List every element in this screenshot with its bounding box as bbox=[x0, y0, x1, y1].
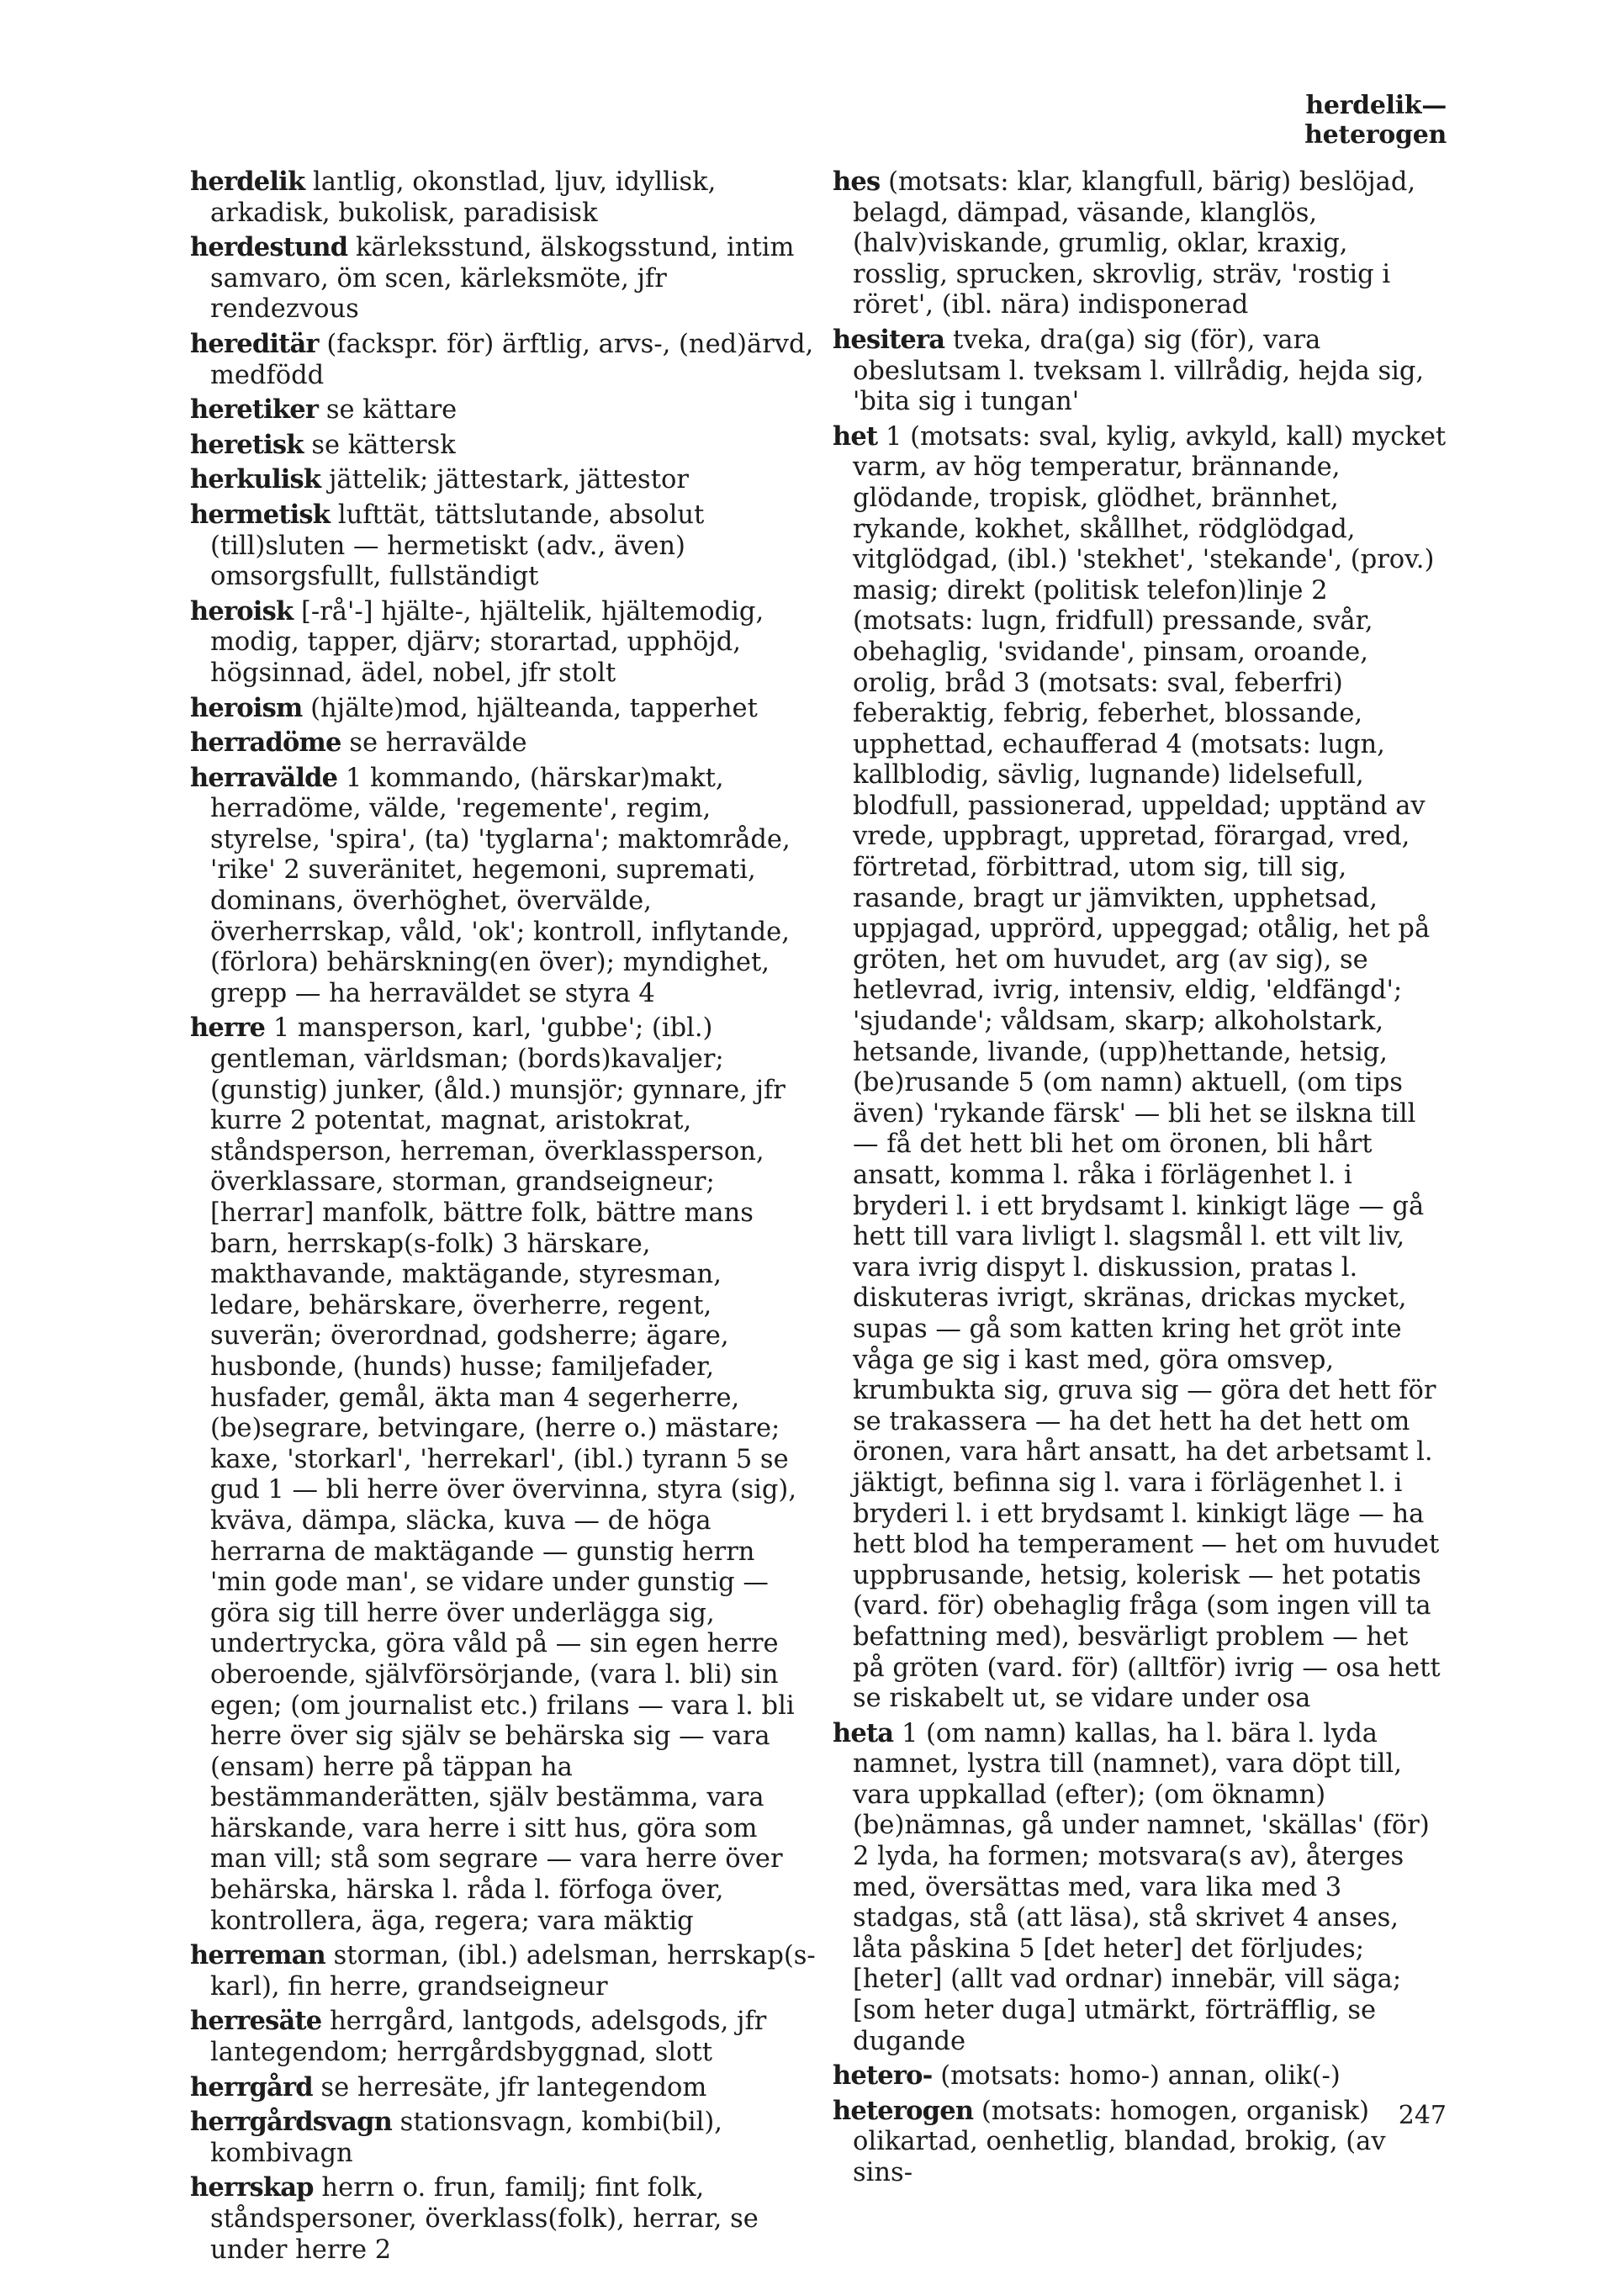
dictionary-entry bbox=[190, 1013, 816, 1937]
entry-headword: heroism bbox=[190, 692, 303, 723]
entry-headword: herkulisk bbox=[190, 464, 321, 495]
entry-headword: herre bbox=[190, 1013, 266, 1044]
entry-headword: heroisk bbox=[190, 595, 294, 627]
entry-headword: heterogen bbox=[833, 2095, 974, 2126]
entry-definition: se kättersk bbox=[311, 430, 456, 460]
entry-definition: kärleksstund, älskogsstund, intim samvaro, öm scen, kärleksmöte, jfr rendezvous bbox=[210, 233, 795, 325]
entry-definition: se herresäte, jfr lantegendom bbox=[320, 2072, 707, 2102]
entry-headword: herrskap bbox=[190, 2172, 314, 2203]
entry-definition: (fackspr. för) ärftlig, arvs-, (ned)ärvd, medfödd bbox=[210, 329, 814, 390]
entry-definition: (motsats: homogen, organisk) olikartad, oenhetlig, blandad, brokig, (av sins- bbox=[853, 2096, 1386, 2187]
entry-definition: lufttät, tättslutande, absolut (till)sluten — hermetiskt (adv., även) omsorgsfullt, fullständigt bbox=[210, 500, 705, 592]
dictionary-entry bbox=[190, 763, 816, 1010]
dictionary-entry bbox=[190, 500, 816, 593]
dictionary-entry bbox=[833, 421, 1447, 1715]
entry-definition: storman, (ibl.) adelsman, herrskap(s-karl), fin herre, grandseigneur bbox=[210, 1941, 816, 2002]
entry-headword: herreman bbox=[190, 1940, 325, 1971]
entry-headword: hereditär bbox=[190, 328, 319, 359]
entry-definition: herrgård, lantgods, adelsgods, jfr lantegendom; herrgårdsbyggnad, slott bbox=[210, 2007, 767, 2068]
entry-headword: heretiker bbox=[190, 394, 319, 426]
entry-headword: herradöme bbox=[190, 727, 341, 759]
dictionary-entry bbox=[190, 232, 816, 325]
dictionary-entry bbox=[190, 1940, 816, 2002]
entry-headword: herrgårdsvagn bbox=[190, 2107, 392, 2138]
entry-definition: 1 (om namn) kallas, ha l. bära l. lyda namnet, lystra till (namnet), vara döpt till, vara uppkallad (efter); (om öknamn) (be)nämnas, gå under namnet, 'skällas' (för) 2 lyda, ha formen; motsvara(s av), återges med, översättas med, vara lika med 3 stadgas, stå (att läsa), stå skrivet 4 anses, låta påskina 5 [det heter] det förljudes; [heter] (allt vad ordnar) innebär, vill säga; [som heter duga] utmärkt, förträfflig, se dugande bbox=[853, 1718, 1430, 2056]
dictionary-entry bbox=[190, 464, 816, 496]
entry-definition: lantlig, okonstlad, ljuv, idyllisk, arkadisk, bukolisk, paradisisk bbox=[210, 167, 717, 228]
entry-headword: hermetisk bbox=[190, 499, 331, 530]
dictionary-entry bbox=[833, 325, 1447, 418]
dictionary-entry bbox=[833, 2060, 1447, 2092]
entry-headword: het bbox=[833, 420, 878, 452]
dictionary-entry bbox=[190, 596, 816, 690]
entry-definition: tveka, dra(ga) sig (för), vara obeslutsam l. tveksam l. villrådig, hejda sig, 'bita sig i tungan' bbox=[853, 325, 1425, 417]
dictionary-entry bbox=[190, 2006, 816, 2068]
entry-definition: 1 kommando, (härskar)makt, herradöme, välde, 'regemente', regim, styrelse, 'spira', (ta) 'tyglarna'; maktområde, 'rike' 2 suveränitet, hegemoni, suprematі, dominans, överhöghet, övervälde, överherrskap, våld, 'ok'; kontroll, inflytande, (förlora) behärskning(en över); myndighet, grepp — ha herraväldet se styra 4 bbox=[210, 763, 791, 1008]
entry-headword: hes bbox=[833, 167, 881, 197]
dictionary-entry bbox=[190, 693, 816, 725]
dictionary-entry bbox=[190, 2072, 816, 2104]
page-header: herdelik—heterogen bbox=[1304, 91, 1447, 150]
entry-headword: heretisk bbox=[190, 429, 304, 460]
entry-headword: herrgård bbox=[190, 2071, 313, 2102]
entry-headword: heta bbox=[833, 1717, 894, 1748]
dictionary-entry bbox=[190, 394, 816, 426]
entry-definition: (hjälte)mod, hjälteanda, tapperhet bbox=[310, 693, 758, 723]
entry-headword: herdestund bbox=[190, 232, 348, 263]
dictionary-entry bbox=[190, 430, 816, 462]
dictionary-entry bbox=[833, 167, 1447, 321]
entry-headword: hesitera bbox=[833, 324, 945, 355]
dictionary-entry bbox=[190, 2107, 816, 2169]
page-number: 247 bbox=[1398, 2101, 1447, 2130]
entry-definition: (motsats: homo-) annan, olik(-) bbox=[940, 2061, 1341, 2092]
dictionary-entry bbox=[833, 1718, 1447, 2058]
entry-definition: 1 mansperson, karl, 'gubbe'; (ibl.) gentleman, världsman; (bords)kavaljer; (gunstig) junker, (åld.) munsjör; gynnare, jfr kurre 2 potentat, magnat, aristokrat, ståndsperson, herreman, överklassperson, överklassare, storman, grandseigneur; [herrar] manfolk, bättre folk, bättre mans barn, herrskap(s-folk) 3 härskare, makthavande, maktägande, styresman, ledare, behärskare, överherre, regent, suverän; överordnad, godsherre; ägare, husbonde, (hunds) husse; familjefader, husfader, gemål, äkta man 4 segerherre, (be)segrare, betvingare, (herre o.) mästare; kaxe, 'storkarl', 'herrekarl', (ibl.) tyrann 5 se gud 1 — bli herre över övervinna, styra (sig), kväva, dämpa, släcka, kuva — de höga herrarna de maktägande — gunstig herrn 'min gode man', se vidare under gunstig — göra sig till herre över underlägga sig, undertrycka, göra våld på — sin egen herre oberoende, självförsörjande, (vara l. bli) sin egen; (om journalist etc.) frilans — vara l. bli herre över sig själv se behärska sig — vara (ensam) herre på täppan ha bestämmanderätten, själv bestämma, vara härskande, vara herre i sitt hus, göra som man vill; stå som segrare — vara herre över behärska, härska l. råda l. förfoga över, kontrollera, äga, regera; vara mäktig bbox=[210, 1013, 797, 1936]
entry-definition: herrn o. frun, familj; fint folk, ståndspersoner, överklass(folk), herrar, se under herre 2 bbox=[210, 2173, 759, 2265]
dictionary-entry bbox=[190, 2172, 816, 2266]
entry-headword: herresäte bbox=[190, 2006, 322, 2037]
entry-headword: herdelik bbox=[190, 167, 305, 197]
left-column bbox=[190, 167, 816, 2269]
entry-definition: se kättare bbox=[325, 395, 458, 426]
entry-headword: hetero- bbox=[833, 2060, 933, 2092]
dictionary-entry bbox=[190, 727, 816, 759]
dictionary-entry bbox=[190, 167, 816, 229]
dictionary-entry bbox=[190, 329, 816, 391]
entry-headword: herravälde bbox=[190, 762, 338, 793]
entry-definition: stationsvagn, kombi(bil), kombivagn bbox=[210, 2108, 722, 2168]
entry-definition: [-rå'-] hjälte-, hjältelik, hjältemodig, modig, tapper, djärv; storartad, upphöjd, högsinnad, ädel, nobel, jfr stolt bbox=[210, 596, 764, 688]
entry-definition: se herravälde bbox=[349, 728, 527, 759]
entry-definition: jättelik; jättestark, jättestor bbox=[328, 465, 689, 495]
entry-definition: 1 (motsats: sval, kylig, avkyld, kall) mycket varm, av hög temperatur, brännande, glödande, tropisk, glödhet, brännhet, rykande, kokhet, skållhet, rödglödgad, vitglödgad, (ibl.) 'stekhet', 'stekande', (prov.) masig; direkt (politisk telefon)linje 2 (motsats: lugn, fridfull) pressande, svår, obehaglig, 'svidande', pinsam, oroande, orolig, bråd 3 (motsats: sval, feberfri) feberaktig, febrig, feberhet, blossande, upphettad, echaufferad 4 (motsats: lugn, kallblodig, sävlig, lugnande) lidelsefull, blodfull, passionerad, uppeldad; upptänd av vrede, uppbragt, uppretad, förargad, vred, förtretad, förbittrad, utom sig, till sig, rasande, bragt ur jämvikten, upphetsad, uppjagad, upprörd, uppeggad; otålig, het på gröten, het om huvudet, arg (av sig), se hetlevrad, ivrig, intensiv, eldig, 'eldfängd'; 'sjudande'; våldsam, skarp; alkoholstark, hetsande, livande, (upp)hettande, hetsig, (be)rusande 5 (om namn) aktuell, (om tips även) 'rykande färsk' — bli het se ilskna till — få det hett bli het om öronen, bli hårt ansatt, komma l. råka i förlägenhet l. i bryderi l. i ett brydsamt l. kinkigt läge — gå hett till vara livligt l. slagsmål l. ett vilt liv, vara ivrig dispyt l. diskussion, pratas l. diskuteras ivrigt, skränas, drickas mycket, supas — gå som katten kring het gröt inte våga ge sig i kast med, göra omsvep, krumbukta sig, gruva sig — göra det hett för se trakassera — ha det hett ha det hett om öronen, vara hårt ansatt, ha det arbetsamt l. jäktigt, befinna sig l. vara i förlägenhet l. i bryderi l. i ett brydsamt l. kinkigt läge — ha hett blod ha temperament — het om huvudet uppbrusande, hetsig, kolerisk — het potatis (vard. för) obehaglig fråga (som ingen vill ta befattning med), besvärligt problem — het på gröten (vard. för) (alltför) ivrig — osa hett se riskabelt ut, se vidare under osa bbox=[853, 421, 1447, 1714]
entry-definition: (motsats: klar, klangfull, bärig) beslöjad, belagd, dämpad, väsande, klanglös, (halv)viskande, grumlig, oklar, kraxig, rosslig, sprucken, skrovlig, sträv, 'rostig i röret', (ibl. nära) indisponerad bbox=[853, 167, 1416, 320]
right-column bbox=[833, 167, 1447, 2192]
